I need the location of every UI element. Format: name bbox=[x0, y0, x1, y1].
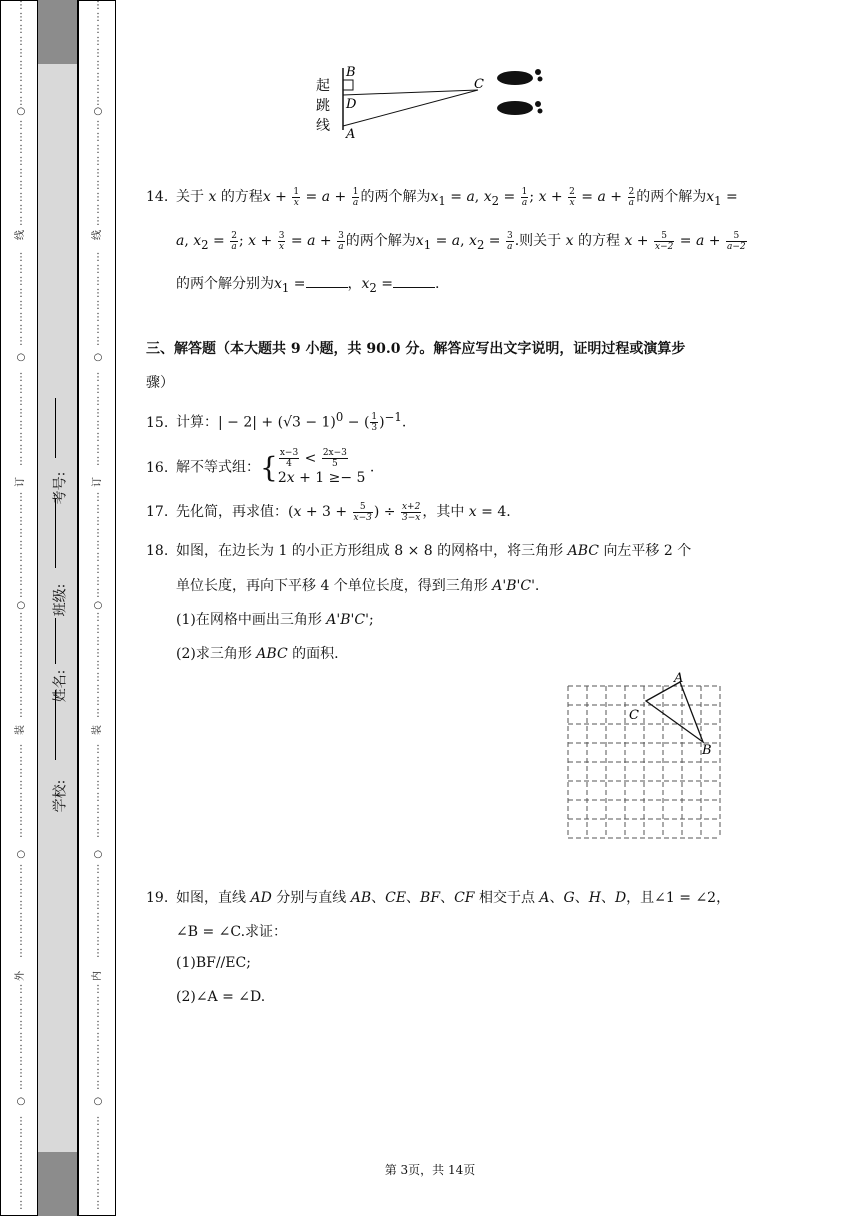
dot: ⋮ bbox=[93, 516, 103, 527]
answer-blank-x1[interactable] bbox=[306, 275, 348, 288]
q19-text-a: 如图，直线 bbox=[176, 890, 246, 906]
dot: ⋮ bbox=[93, 372, 103, 383]
point-B: B bbox=[346, 65, 356, 80]
dot: ⋮ bbox=[93, 204, 103, 215]
dot: ⋮ bbox=[93, 780, 103, 791]
q18-part2-text: (2)求三角形 bbox=[176, 646, 252, 662]
dot: ⋮ bbox=[93, 192, 103, 203]
circle-mark: ○ bbox=[93, 1096, 103, 1107]
dot: ⋮ bbox=[93, 672, 103, 683]
dot: ⋮ bbox=[93, 888, 103, 899]
dot: ⋮ bbox=[93, 804, 103, 815]
grid-figure-8x8 bbox=[560, 670, 730, 850]
dot: ⋮ bbox=[93, 132, 103, 143]
dot: ⋮ bbox=[93, 1008, 103, 1019]
dot: ⋮ bbox=[93, 48, 103, 59]
dot: ⋮ bbox=[16, 636, 26, 647]
dot: ⋮ bbox=[16, 168, 26, 179]
dot: ⋮ bbox=[93, 696, 103, 707]
dot: ⋮ bbox=[16, 660, 26, 671]
q18-part2-tail: 的面积. bbox=[292, 646, 339, 662]
dot: ⋮ bbox=[16, 156, 26, 167]
circle-mark: ○ bbox=[93, 106, 103, 117]
dot: ⋮ bbox=[93, 24, 103, 35]
dot: ⋮ bbox=[93, 1176, 103, 1187]
class-blank bbox=[55, 498, 56, 568]
dot: ⋮ bbox=[16, 132, 26, 143]
dot: ⋮ bbox=[16, 1188, 26, 1199]
circle-mark: ○ bbox=[93, 600, 103, 611]
q14-text-b: 的方程 bbox=[220, 189, 263, 205]
dot: ⋮ bbox=[16, 60, 26, 71]
dot: ⋮ bbox=[16, 516, 26, 527]
dot: ⋮ bbox=[93, 288, 103, 299]
dot: ⋮ bbox=[93, 984, 103, 995]
dot: ⋮ bbox=[93, 432, 103, 443]
point-C: C bbox=[474, 77, 484, 92]
dot: ⋮ bbox=[16, 252, 26, 263]
dot: ⋮ bbox=[93, 612, 103, 623]
dot: ⋮ bbox=[93, 1152, 103, 1163]
dot: ⋮ bbox=[93, 1116, 103, 1127]
grid-point-B: B bbox=[702, 743, 712, 758]
dot: ⋮ bbox=[16, 924, 26, 935]
dot: ⋮ bbox=[93, 900, 103, 911]
dot: ⋮ bbox=[16, 432, 26, 443]
dot: ⋮ bbox=[93, 552, 103, 563]
q19-text-c: 相交于点 bbox=[478, 890, 535, 906]
dot: ⋮ bbox=[93, 420, 103, 431]
dot: ⋮ bbox=[93, 492, 103, 503]
page-footer: 第 3页，共 14页 bbox=[384, 1163, 476, 1177]
dot: ⋮ bbox=[16, 1008, 26, 1019]
dot: ⋮ bbox=[93, 324, 103, 335]
dot: ⋮ bbox=[93, 1200, 103, 1211]
dot: ⋮ bbox=[16, 936, 26, 947]
label-qi: 起 bbox=[316, 78, 330, 94]
dot: ⋮ bbox=[93, 180, 103, 191]
dot: ⋮ bbox=[16, 492, 26, 503]
dot: ⋮ bbox=[93, 756, 103, 767]
dot: ⋮ bbox=[93, 336, 103, 347]
triangle-ABC bbox=[646, 682, 703, 742]
dot: ⋮ bbox=[16, 696, 26, 707]
dot: ⋮ bbox=[93, 60, 103, 71]
dot: ⋮ bbox=[93, 660, 103, 671]
q14-number: 14. bbox=[146, 189, 169, 205]
dot: ⋮ bbox=[16, 396, 26, 407]
cutline-mark: 线 bbox=[15, 230, 26, 240]
cutline-mark: 订 bbox=[92, 477, 103, 487]
section-3-title-cont: 骤） bbox=[146, 375, 174, 391]
dot: ⋮ bbox=[93, 576, 103, 587]
dot: ⋮ bbox=[16, 48, 26, 59]
footprints-icon bbox=[497, 69, 543, 115]
outer-dotted-cutline bbox=[15, 0, 27, 1216]
class-label: 班级: bbox=[52, 583, 69, 617]
dot: ⋮ bbox=[93, 312, 103, 323]
cutline-mark: 内 bbox=[92, 971, 103, 981]
q18-number: 18. bbox=[146, 543, 169, 559]
dot: ⋮ bbox=[16, 312, 26, 323]
dot: ⋮ bbox=[16, 540, 26, 551]
dot: ⋮ bbox=[16, 372, 26, 383]
dot: ⋮ bbox=[16, 96, 26, 107]
dot: ⋮ bbox=[16, 528, 26, 539]
q15-number: 15. bbox=[146, 414, 169, 431]
dot: ⋮ bbox=[93, 792, 103, 803]
dot: ⋮ bbox=[93, 408, 103, 419]
question-15: 15. 计算：| − $2| + (√3 - 1)^0$ − ( $\frac{1}{3}$ )$^{-1}$. bbox=[146, 410, 407, 434]
dot: ⋮ bbox=[16, 144, 26, 155]
dot: ⋮ bbox=[16, 564, 26, 575]
q17-tail: ，其中 bbox=[422, 504, 465, 520]
exam-no-label: 考号: bbox=[52, 471, 69, 505]
q14-end: . bbox=[435, 276, 440, 292]
dot: ⋮ bbox=[16, 444, 26, 455]
question-19-line1: 19. 如图，直线 AD 分别与直线 AB、CE、BF、CF 相交于点 A、G、H、D，且∠1 = ∠2， bbox=[146, 890, 731, 906]
dot: ⋮ bbox=[93, 252, 103, 263]
point-D: D bbox=[346, 97, 357, 112]
dot: ⋮ bbox=[16, 588, 26, 599]
dot: ⋮ bbox=[16, 900, 26, 911]
dot: ⋮ bbox=[16, 300, 26, 311]
dot: ⋮ bbox=[16, 744, 26, 755]
dot: ⋮ bbox=[93, 84, 103, 95]
dot: ⋮ bbox=[16, 504, 26, 515]
dot: ⋮ bbox=[16, 684, 26, 695]
exam-no-blank bbox=[55, 398, 56, 458]
answer-blank-x2[interactable] bbox=[393, 275, 435, 288]
dot: ⋮ bbox=[93, 936, 103, 947]
dot: ⋮ bbox=[93, 1068, 103, 1079]
dot: ⋮ bbox=[16, 624, 26, 635]
dashed-grid bbox=[568, 686, 720, 838]
dot: ⋮ bbox=[93, 12, 103, 23]
dot: ⋮ bbox=[16, 204, 26, 215]
dot: ⋮ bbox=[16, 768, 26, 779]
dot: ⋮ bbox=[93, 504, 103, 515]
dot: ⋮ bbox=[93, 300, 103, 311]
dot: ⋮ bbox=[93, 540, 103, 551]
dot: ⋮ bbox=[93, 564, 103, 575]
dot: ⋮ bbox=[16, 288, 26, 299]
dot: ⋮ bbox=[93, 1044, 103, 1055]
dot: ⋮ bbox=[93, 924, 103, 935]
dot: ⋮ bbox=[93, 648, 103, 659]
dot: ⋮ bbox=[16, 648, 26, 659]
dot: ⋮ bbox=[93, 948, 103, 959]
dot: ⋮ bbox=[93, 396, 103, 407]
dot: ⋮ bbox=[16, 984, 26, 995]
dot: ⋮ bbox=[16, 72, 26, 83]
dot: ⋮ bbox=[93, 444, 103, 455]
segment-AC bbox=[343, 90, 478, 126]
dot: ⋮ bbox=[16, 828, 26, 839]
q19-text-b: 分别与直线 bbox=[276, 890, 347, 906]
binding-margin bbox=[0, 0, 116, 1216]
dot: ⋮ bbox=[93, 1188, 103, 1199]
q14-text-e: 的两个解分别为 bbox=[176, 276, 274, 292]
dot: ⋮ bbox=[16, 216, 26, 227]
grid-point-A: A bbox=[674, 671, 684, 686]
circle-mark: ○ bbox=[16, 1096, 26, 1107]
dot: ⋮ bbox=[16, 84, 26, 95]
dot: ⋮ bbox=[16, 612, 26, 623]
dot: ⋮ bbox=[16, 420, 26, 431]
dot: ⋮ bbox=[93, 864, 103, 875]
circle-mark: ○ bbox=[93, 849, 103, 860]
dot: ⋮ bbox=[16, 672, 26, 683]
dot: ⋮ bbox=[16, 12, 26, 23]
right-angle-mark bbox=[343, 80, 353, 90]
cutline-mark: 外 bbox=[15, 971, 26, 981]
name-blank bbox=[55, 618, 56, 664]
dot: ⋮ bbox=[16, 804, 26, 815]
label-tiao: 跳 bbox=[316, 98, 330, 114]
dot: ⋮ bbox=[93, 156, 103, 167]
dot: ⋮ bbox=[93, 72, 103, 83]
dot: ⋮ bbox=[16, 888, 26, 899]
segment-DC bbox=[343, 90, 478, 95]
section-3-title: 三、解答题（本大题共 9 小题，共 90.0 分。解答应写出文字说明，证明过程或演算步 bbox=[146, 341, 686, 357]
dot: ⋮ bbox=[16, 456, 26, 467]
dot: ⋮ bbox=[16, 36, 26, 47]
dot: ⋮ bbox=[16, 1116, 26, 1127]
label-xian: 线 bbox=[316, 118, 330, 134]
question-18-part2: (2)求三角形 ABC 的面积. bbox=[176, 646, 339, 662]
dot: ⋮ bbox=[93, 384, 103, 395]
q14-text-a: 关于 bbox=[176, 189, 204, 205]
q14-text-c: 的两个解为 bbox=[360, 189, 431, 205]
q16-text: 解不等式组： bbox=[176, 459, 260, 476]
q18-part1-text: (1)在网格中画出三角形 bbox=[176, 612, 322, 628]
question-17: 17. 先化简，再求值：(x + 3 + $\frac{5}{x-3}$ ) ÷ $\frac{x+2}{3-x}$ ，其中 x = 4. bbox=[146, 501, 511, 523]
q17-number: 17. bbox=[146, 504, 169, 520]
dot: ⋮ bbox=[93, 528, 103, 539]
dot: ⋮ bbox=[93, 1164, 103, 1175]
dot: ⋮ bbox=[16, 24, 26, 35]
question-16: 16. 解不等式组：{ $\frac{x-3}{4}$ < $\frac{2x-3}{5}$ 2x + 1 ≥− 5 . bbox=[146, 448, 375, 486]
q17-text: 先化简，再求值： bbox=[176, 504, 288, 520]
dot: ⋮ bbox=[93, 588, 103, 599]
grid-point-C: C bbox=[629, 708, 639, 723]
dot: ⋮ bbox=[16, 1128, 26, 1139]
margin-divider bbox=[77, 0, 78, 1216]
dot: ⋮ bbox=[16, 384, 26, 395]
circle-mark: ○ bbox=[93, 352, 103, 363]
dot: ⋮ bbox=[93, 96, 103, 107]
dot: ⋮ bbox=[93, 1056, 103, 1067]
q18-line1-text: 如图，在边长为 1 的小正方形组成 8 × 8 的网格中，将三角形 bbox=[176, 543, 564, 559]
dot: ⋮ bbox=[93, 120, 103, 131]
dot: ⋮ bbox=[16, 1164, 26, 1175]
q14-text-d: 的两个解为 bbox=[636, 189, 707, 205]
question-19-part2: (2)∠A = ∠D. bbox=[176, 989, 266, 1005]
dot: ⋮ bbox=[16, 336, 26, 347]
dot: ⋮ bbox=[93, 1080, 103, 1091]
inner-dotted-cutline bbox=[92, 0, 104, 1216]
dot: ⋮ bbox=[93, 36, 103, 47]
dot: ⋮ bbox=[16, 948, 26, 959]
dot: ⋮ bbox=[16, 1200, 26, 1211]
dot: ⋮ bbox=[93, 684, 103, 695]
dot: ⋮ bbox=[93, 912, 103, 923]
question-18-part1: (1)在网格中画出三角形 A'B'C'; bbox=[176, 612, 374, 628]
dot: ⋮ bbox=[16, 408, 26, 419]
dot: ⋮ bbox=[16, 1140, 26, 1151]
dot: ⋮ bbox=[16, 552, 26, 563]
dot: ⋮ bbox=[93, 828, 103, 839]
dot: ⋮ bbox=[16, 996, 26, 1007]
long-jump-figure bbox=[310, 60, 560, 150]
dot: ⋮ bbox=[16, 576, 26, 587]
question-18-line1: 18. 如图，在边长为 1 的小正方形组成 8 × 8 的网格中，将三角形 ABC 向左平移 2 个 bbox=[146, 543, 692, 559]
dot: ⋮ bbox=[93, 708, 103, 719]
circle-mark: ○ bbox=[16, 849, 26, 860]
dot: ⋮ bbox=[93, 876, 103, 887]
q15-text: 计算： bbox=[176, 414, 218, 431]
dot: ⋮ bbox=[93, 1020, 103, 1031]
dot: ⋮ bbox=[93, 168, 103, 179]
dot: ⋮ bbox=[93, 1140, 103, 1151]
q18-line2-text: 单位长度，再向下平移 4 个单位长度，得到三角形 bbox=[176, 578, 488, 594]
circle-mark: ○ bbox=[16, 106, 26, 117]
cutline-mark: 装 bbox=[92, 725, 103, 735]
margin-divider-right bbox=[115, 0, 116, 1216]
dot: ⋮ bbox=[16, 816, 26, 827]
dot: ⋮ bbox=[16, 1176, 26, 1187]
dot: ⋮ bbox=[93, 276, 103, 287]
dot: ⋮ bbox=[16, 1056, 26, 1067]
dot: ⋮ bbox=[16, 264, 26, 275]
dot: ⋮ bbox=[93, 624, 103, 635]
question-19-line2: ∠B = ∠C.求证： bbox=[176, 924, 288, 940]
question-14-line2: a, $x_2$ = $\frac{2}{a}$ ; x + $\frac{3}{x}$ = a + $\frac{3}{a}$ 的两个解为$x_1 = a$, $x_2$ = $\frac{3}{a}$ .则关于 x 的方程 x + $\frac{5}{x-2}$ = a + $\frac{5}{a-2}$ bbox=[176, 230, 746, 252]
dot: ⋮ bbox=[93, 1128, 103, 1139]
dot: ⋮ bbox=[16, 120, 26, 131]
dot: ⋮ bbox=[16, 780, 26, 791]
dot: ⋮ bbox=[16, 1152, 26, 1163]
question-19-part1: (1)BF//EC; bbox=[176, 955, 251, 971]
q14-sep: ， bbox=[347, 276, 362, 292]
dot: ⋮ bbox=[93, 0, 103, 11]
dot: ⋮ bbox=[16, 792, 26, 803]
question-14-line3: 的两个解分别为$x_1$ = ，$x_2$ = . bbox=[176, 276, 440, 295]
circle-mark: ○ bbox=[16, 352, 26, 363]
dot: ⋮ bbox=[93, 456, 103, 467]
dot: ⋮ bbox=[93, 144, 103, 155]
dot: ⋮ bbox=[16, 1020, 26, 1031]
q16-number: 16. bbox=[146, 459, 169, 476]
dot: ⋮ bbox=[16, 912, 26, 923]
dot: ⋮ bbox=[16, 192, 26, 203]
cutline-mark: 装 bbox=[15, 725, 26, 735]
q18-line1-tail: 向左平移 2 个 bbox=[603, 543, 692, 559]
dot: ⋮ bbox=[16, 1032, 26, 1043]
dot: ⋮ bbox=[16, 180, 26, 191]
question-18-line2: 单位长度，再向下平移 4 个单位长度，得到三角形 A'B'C'. bbox=[176, 578, 540, 594]
dot: ⋮ bbox=[16, 708, 26, 719]
dot: ⋮ bbox=[16, 1044, 26, 1055]
dot: ⋮ bbox=[93, 768, 103, 779]
school-label: 学校: bbox=[52, 779, 69, 813]
dot: ⋮ bbox=[16, 276, 26, 287]
dot: ⋮ bbox=[93, 816, 103, 827]
name-label: 姓名: bbox=[52, 669, 69, 703]
dot: ⋮ bbox=[16, 0, 26, 11]
dot: ⋮ bbox=[93, 216, 103, 227]
circle-mark: ○ bbox=[16, 600, 26, 611]
cutline-mark: 订 bbox=[15, 477, 26, 487]
q14-text-c2: 的两个解为 bbox=[345, 233, 416, 249]
dot: ⋮ bbox=[16, 864, 26, 875]
dot: ⋮ bbox=[93, 744, 103, 755]
question-14-line1: 14. 关于 x 的方程x + $\frac{1}{x}$ = a + $\frac{1}{a}$ 的两个解为$x_1 = a$, $x_2$ = $\frac{1}{a}$ ; x + $\frac{2}{x}$ = a + $\frac{2}{a}$ 的两个解为$x_1$ = bbox=[146, 186, 738, 208]
q19-text-d: ，且∠1 = ∠2， bbox=[626, 890, 731, 906]
student-info bbox=[37, 0, 77, 1216]
dot: ⋮ bbox=[93, 996, 103, 1007]
dot: ⋮ bbox=[93, 264, 103, 275]
dot: ⋮ bbox=[16, 756, 26, 767]
dot: ⋮ bbox=[16, 1080, 26, 1091]
cutline-mark: 线 bbox=[92, 230, 103, 240]
q19-number: 19. bbox=[146, 890, 169, 906]
dot: ⋮ bbox=[93, 1032, 103, 1043]
dot: ⋮ bbox=[16, 324, 26, 335]
point-A: A bbox=[346, 127, 356, 142]
dot: ⋮ bbox=[16, 1068, 26, 1079]
dot: ⋮ bbox=[16, 876, 26, 887]
dot: ⋮ bbox=[93, 636, 103, 647]
